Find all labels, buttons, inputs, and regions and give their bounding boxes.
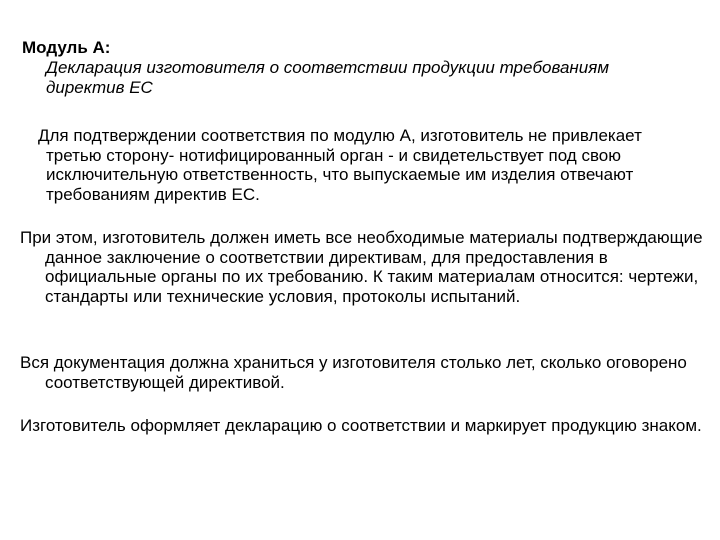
paragraph-3: Вся документация должна храниться у изготовителя столько лет, сколько оговорено соответствующей директивой. [20,353,687,392]
slide-subtitle: Декларация изготовителя о соответствии продукции требованиям директив ЕС [46,58,609,97]
paragraph-1: Для подтверждении соответствия по модулю А, изготовитель не привлекает третью сторону- нотифицированный орган - и свидетельствует под свою исключительную ответственность, что выпускаемые им изделия отвечают требованиям директив ЕС. [38,126,642,204]
slide-heading [22,38,682,98]
paragraph-2: При этом, изготовитель должен иметь все необходимые материалы подтверждающие данное заключение о соответствии директивам, для предоставления в официальные органы по их требованию. К таким материалам относится: чертежи, стандарты или технические условия, протоколы испытаний. [20,228,703,306]
paragraph-4: Изготовитель оформляет декларацию о соответствии и маркирует продукцию знаком. [20,416,702,435]
slide-title: Модуль А: [22,38,111,57]
